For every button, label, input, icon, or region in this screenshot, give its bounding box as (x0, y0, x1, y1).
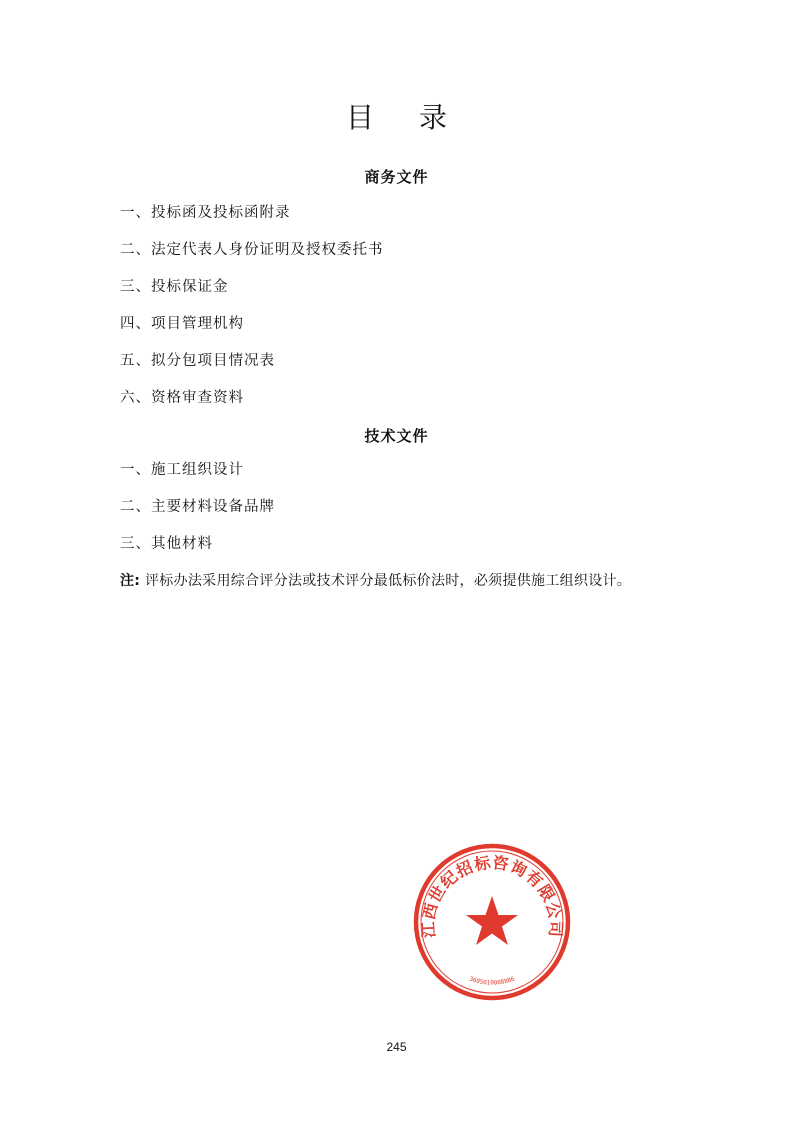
toc-item: 六、资格审查资料 (120, 390, 244, 406)
page-number: 245 (386, 1040, 407, 1054)
footnote-text: 评标办法采用综合评分法或技术评分最低标价法时，必须提供施工组织设计。 (140, 573, 632, 589)
star-icon (466, 896, 518, 945)
company-seal (412, 842, 572, 1002)
technical-section-heading: 技术文件 (364, 427, 429, 445)
toc-item: 三、投标保证金 (120, 279, 229, 295)
toc-item: 三、其他材料 (120, 536, 213, 552)
toc-item: 一、施工组织设计 (120, 462, 244, 478)
footnote-prefix: 注: (120, 573, 141, 589)
seal-company-name: 江西世纪招标咨询有限公司 (418, 852, 566, 939)
toc-item: 五、拟分包项目情况表 (120, 353, 275, 369)
toc-title: 目 录 (346, 101, 465, 134)
toc-item: 二、主要材料设备品牌 (120, 499, 275, 515)
seal-code: 3605010008886 (468, 975, 516, 987)
toc-item: 四、项目管理机构 (120, 316, 244, 332)
toc-item: 一、投标函及投标函附录 (120, 205, 291, 221)
toc-item: 二、法定代表人身份证明及授权委托书 (120, 242, 384, 258)
footnote (120, 570, 680, 592)
technical-section-list (120, 459, 275, 570)
business-section-heading: 商务文件 (364, 168, 429, 186)
business-section-list (120, 202, 384, 424)
